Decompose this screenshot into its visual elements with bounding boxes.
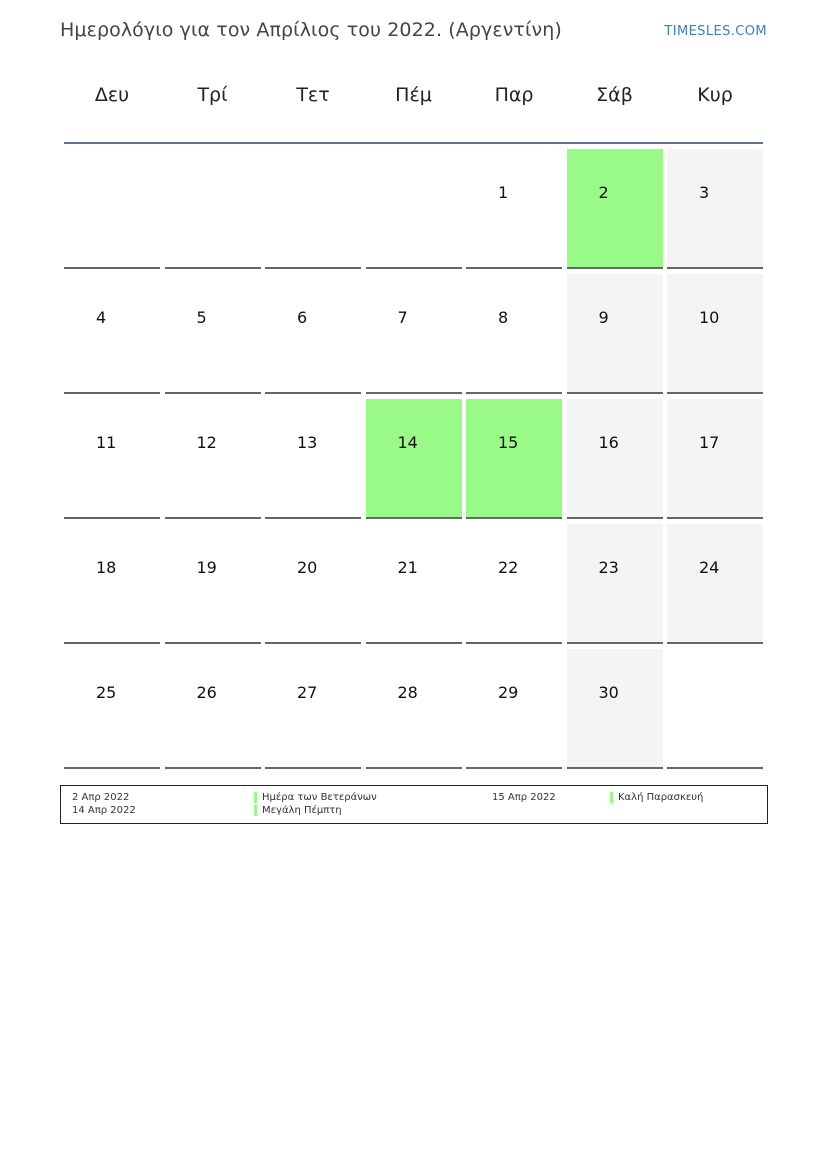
day-number: 15 (498, 433, 519, 452)
day-number: 3 (699, 183, 710, 202)
calendar-day[interactable] (265, 649, 361, 769)
legend-holiday-name: Ημέρα των Βετεράνων (262, 792, 377, 803)
day-number: 5 (196, 308, 207, 327)
calendar-day[interactable] (165, 274, 261, 394)
calendar-day[interactable] (466, 524, 562, 644)
calendar-day[interactable] (64, 649, 160, 769)
calendar-day[interactable] (567, 649, 663, 769)
calendar-day[interactable] (366, 524, 462, 644)
calendar-day-empty (64, 149, 160, 269)
calendar-day-holiday[interactable] (466, 399, 562, 519)
weekday-label: Σάβ (596, 84, 633, 106)
calendar-grid (64, 149, 763, 770)
day-number: 24 (699, 558, 720, 577)
calendar-day[interactable] (265, 399, 361, 519)
legend-date: 2 Απρ 2022 (72, 792, 130, 803)
legend-holiday-name: Καλή Παρασκευή (618, 792, 704, 803)
weekday-label: Πέμ (395, 84, 432, 106)
calendar-day[interactable] (64, 274, 160, 394)
day-number: 21 (397, 558, 418, 577)
calendar-day[interactable] (265, 524, 361, 644)
day-number: 8 (498, 308, 509, 327)
holiday-color-marker (254, 792, 257, 803)
day-number: 12 (196, 433, 217, 452)
day-number: 9 (598, 308, 609, 327)
day-number: 2 (598, 183, 609, 202)
day-number: 16 (598, 433, 619, 452)
brand-link[interactable]: TIMESLES.COM (664, 24, 767, 39)
day-number: 25 (96, 683, 117, 702)
weekday-label: Δευ (94, 84, 130, 106)
calendar-day[interactable] (165, 649, 261, 769)
holiday-color-marker (610, 792, 613, 803)
day-number: 20 (297, 558, 318, 577)
day-number: 14 (397, 433, 418, 452)
calendar-day[interactable] (667, 149, 763, 269)
calendar-day[interactable] (667, 274, 763, 394)
weekday-label: Κυρ (697, 84, 733, 106)
calendar-day[interactable] (567, 524, 663, 644)
legend-holiday-name: Μεγάλη Πέμπτη (262, 805, 342, 816)
calendar-day-empty (366, 149, 462, 269)
day-number: 11 (96, 433, 117, 452)
legend-date: 14 Απρ 2022 (72, 805, 136, 816)
day-number: 23 (598, 558, 619, 577)
calendar-day[interactable] (567, 399, 663, 519)
calendar-day[interactable] (265, 274, 361, 394)
calendar-day[interactable] (667, 524, 763, 644)
calendar-day[interactable] (64, 399, 160, 519)
calendar-day[interactable] (165, 399, 261, 519)
weekday-label: Παρ (494, 84, 534, 106)
day-number: 13 (297, 433, 318, 452)
day-number: 26 (196, 683, 217, 702)
header-rule (64, 142, 763, 144)
day-number: 18 (96, 558, 117, 577)
calendar-day[interactable] (567, 274, 663, 394)
calendar-day[interactable] (366, 274, 462, 394)
calendar-day-empty (265, 149, 361, 269)
weekday-label: Τρί (197, 84, 228, 106)
weekday-header (64, 84, 763, 124)
calendar-day-holiday[interactable] (366, 399, 462, 519)
day-number: 17 (699, 433, 720, 452)
day-number: 19 (196, 558, 217, 577)
calendar-day[interactable] (466, 649, 562, 769)
day-number: 27 (297, 683, 318, 702)
day-number: 10 (699, 308, 720, 327)
page-title: Ημερολόγιο για τον Απρίλιος του 2022. (Αργεντίνη) (60, 19, 562, 41)
day-number: 28 (397, 683, 418, 702)
calendar-day[interactable] (64, 524, 160, 644)
holiday-legend (60, 785, 768, 824)
day-number: 6 (297, 308, 308, 327)
day-number: 7 (397, 308, 408, 327)
calendar-day-empty (667, 649, 763, 769)
day-number: 4 (96, 308, 107, 327)
day-number: 29 (498, 683, 519, 702)
calendar-day[interactable] (667, 399, 763, 519)
calendar-day[interactable] (466, 149, 562, 269)
weekday-label: Τετ (296, 84, 330, 106)
day-number: 1 (498, 183, 509, 202)
calendar-day-holiday[interactable] (567, 149, 663, 269)
calendar-day[interactable] (466, 274, 562, 394)
calendar-day[interactable] (165, 524, 261, 644)
legend-date: 15 Απρ 2022 (492, 792, 556, 803)
day-number: 22 (498, 558, 519, 577)
day-number: 30 (598, 683, 619, 702)
calendar-day-empty (165, 149, 261, 269)
calendar-day[interactable] (366, 649, 462, 769)
holiday-color-marker (254, 805, 257, 816)
